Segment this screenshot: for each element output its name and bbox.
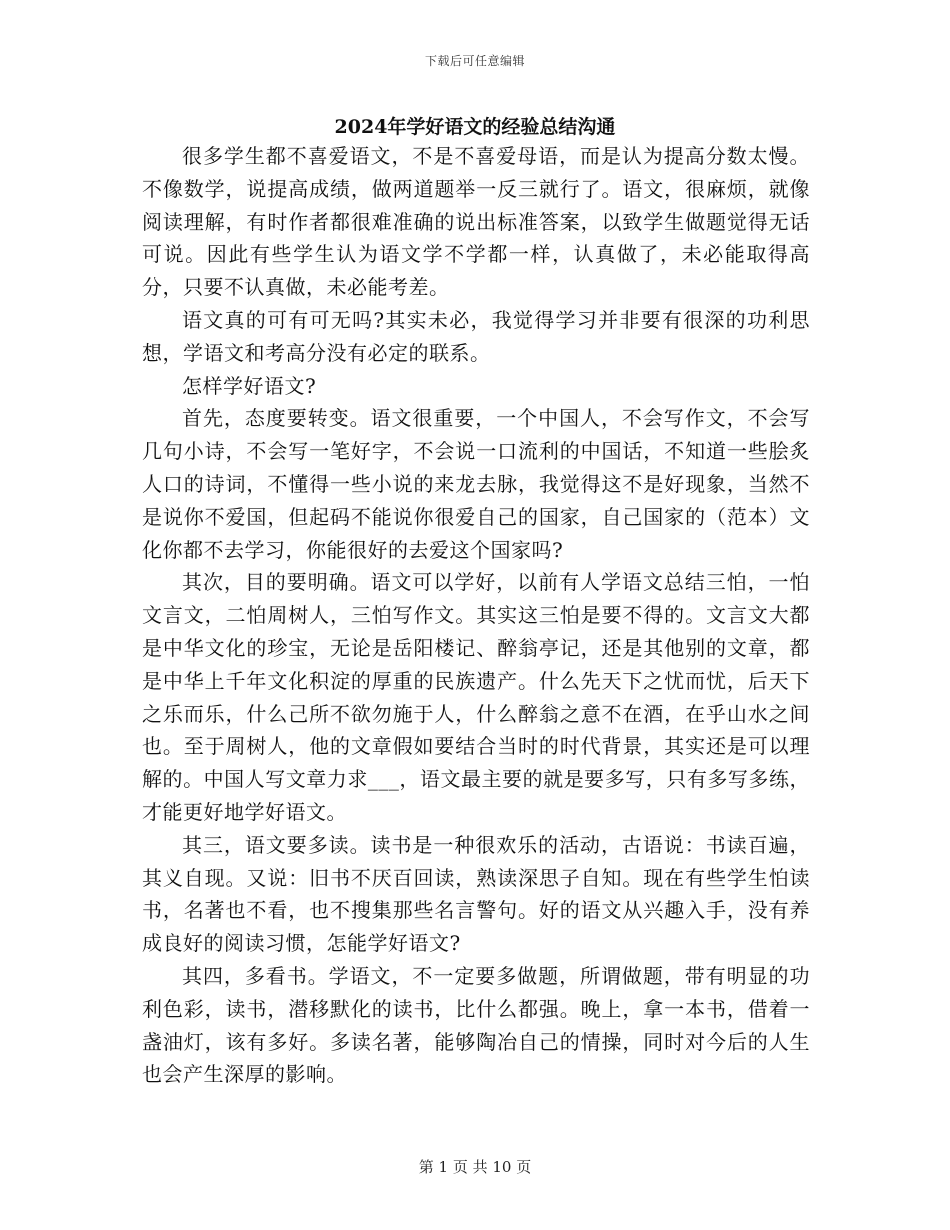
paragraph-third: 其三，语文要多读。读书是一种很欢乐的活动，古语说：书读百遍，其义自现。又说：旧书不厌百回读，熟读深思子自知。现在有些学生怕读书，名著也不看，也不搜集那些名言警句。好的语文从兴趣入手，没有养成良好的阅读习惯，怎能学好语文? [142,832,810,956]
document-title: 2024年学好语文的经验总结沟通 [334,116,616,138]
paragraph-fourth: 其四，多看书。学语文，不一定要多做题，所谓做题，带有明显的功利色彩，读书，潜移默化的读书，比什么都强。晚上，拿一本书，借着一盏油灯，该有多好。多读名著，能够陶冶自己的情操，同时对今后的人生也会产生深厚的影响。 [142,963,810,1087]
page-number-footer: 第 1 页 共 10 页 [418,1158,532,1176]
header-note: 下载后可任意编辑 [424,54,525,68]
paragraph-question: 语文真的可有可无吗?其实未必，我觉得学习并非要有很深的功利思想，学语文和考高分没有必定的联系。 [142,307,810,365]
paragraph-second: 其次，目的要明确。语文可以学好，以前有人学语文总结三怕，一怕文言文，二怕周树人，三怕写作文。其实这三怕是要不得的。文言文大都是中华文化的珍宝，无论是岳阳楼记、醉翁亭记，还是其他别的文章，都是中华上千年文化积淀的厚重的民族遗产。什么先天下之忧而忧，后天下之乐而乐，什么己所不欲勿施于人，什么醉翁之意不在酒，在乎山水之间也。至于周树人，他的文章假如要结合当时的时代背景，其实还是可以理解的。中国人写文章力求___，语文最主要的就是要多写，只有多写多练，才能更好地学好语文。 [142,570,810,824]
paragraph-how-to: 怎样学好语文? [182,373,317,398]
document-body [142,140,810,1091]
paragraph-first: 首先，态度要转变。语文很重要，一个中国人，不会写作文，不会写几句小诗，不会写一笔好字，不会说一口流利的中国话，不知道一些脍炙人口的诗词，不懂得一些小说的来龙去脉，我觉得这不是好现象，当然不是说你不爱国，但起码不能说你很爱自己的国家，自己国家的（范本）文化你都不去学习，你能很好的去爱这个国家吗? [142,406,810,562]
paragraph-intro: 很多学生都不喜爱语文，不是不喜爱母语，而是认为提高分数太慢。不像数学，说提高成绩，做两道题举一反三就行了。语文，很麻烦，就像阅读理解，有时作者都很难准确的说出标准答案，以致学生做题觉得无话可说。因此有些学生认为语文学不学都一样，认真做了，未必能取得高分，只要不认真做，未必能考差。 [142,144,810,300]
